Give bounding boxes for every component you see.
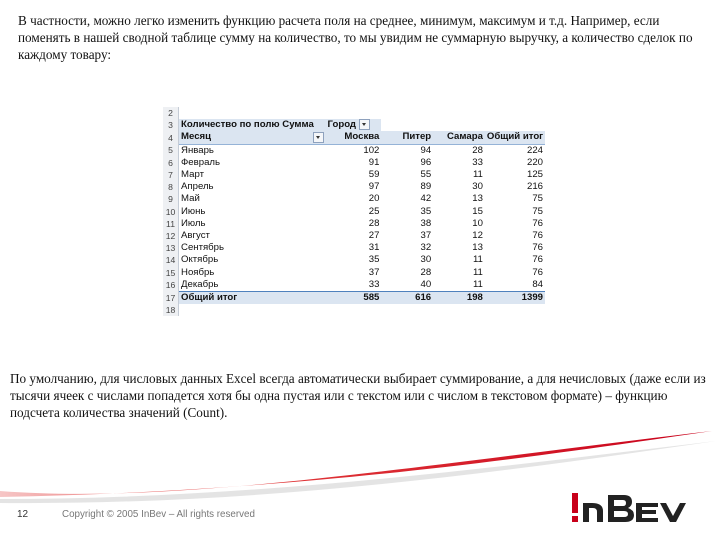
- sheet-row: [163, 218, 545, 230]
- value-cell: 75: [532, 193, 543, 205]
- sheet-row: [163, 279, 545, 292]
- pivot-value-field-label: Количество по полю Сумма: [179, 119, 326, 131]
- copyright-text: Copyright © 2005 InBev – All rights reserved: [62, 509, 255, 520]
- value-cell: 12: [472, 229, 483, 241]
- grand-total-cell: 616: [381, 291, 433, 304]
- column-header: Питер: [381, 131, 433, 144]
- value-cell: 76: [532, 254, 543, 266]
- value-cell: 94: [420, 144, 432, 156]
- empty-cell: [179, 304, 326, 316]
- value-cell: 28: [472, 144, 483, 156]
- empty-cell: [326, 304, 382, 316]
- value-cell: 13: [472, 193, 483, 205]
- row-number: 3: [163, 119, 179, 131]
- empty-cell: [433, 107, 485, 119]
- value-cell: 76: [532, 217, 543, 229]
- value-cell: 38: [420, 217, 432, 229]
- row-number: 11: [163, 218, 179, 230]
- row-number: 10: [163, 206, 179, 218]
- sheet-row: [163, 131, 545, 144]
- sheet-row: [163, 304, 545, 316]
- row-number: 12: [163, 230, 179, 242]
- empty-cell: [381, 304, 433, 316]
- value-cell: 89: [420, 181, 432, 193]
- value-cell: 11: [472, 254, 483, 266]
- intro-paragraph: В частности, можно легко изменить функцию расчета поля на среднее, минимум, максимум и т.д. Например, если поменять в нашей сводной таблице сумму на количество, то мы увидим не суммарную выручку, а количество сделок по каждому товару:: [18, 13, 693, 62]
- month-cell: Июль: [181, 217, 206, 229]
- value-cell: 10: [472, 217, 483, 229]
- month-cell: Январь: [181, 144, 214, 156]
- value-cell: 35: [368, 254, 380, 266]
- value-cell: 28: [368, 217, 380, 229]
- value-cell: 96: [420, 156, 432, 168]
- sheet-row: [163, 144, 545, 157]
- row-number: 7: [163, 169, 179, 181]
- row-number: 16: [163, 279, 179, 292]
- value-cell: 28: [420, 266, 432, 278]
- column-header: Москва: [326, 131, 382, 144]
- grand-total-cell: 198: [433, 291, 485, 304]
- empty-cell: [381, 107, 433, 119]
- month-cell: Ноябрь: [181, 266, 215, 278]
- month-cell: Апрель: [181, 181, 214, 193]
- row-number: 8: [163, 181, 179, 193]
- value-cell: 20: [368, 193, 380, 205]
- month-cell: Декабрь: [181, 278, 219, 290]
- pivot-table: [163, 107, 545, 316]
- value-cell: 42: [420, 193, 432, 205]
- sheet-row: [163, 181, 545, 193]
- row-number: 5: [163, 144, 179, 157]
- value-cell: 97: [368, 181, 380, 193]
- sheet-row: [163, 206, 545, 218]
- value-cell: 33: [472, 156, 483, 168]
- value-cell: 220: [526, 156, 543, 168]
- empty-cell: [326, 107, 382, 119]
- row-filter-dropdown-icon[interactable]: [313, 132, 324, 143]
- value-cell: 59: [368, 169, 380, 181]
- row-field-header[interactable]: [179, 131, 326, 144]
- month-cell: Май: [181, 193, 200, 205]
- empty-cell: [179, 107, 326, 119]
- value-cell: 75: [532, 205, 543, 217]
- pivot-table-screenshot: [163, 107, 545, 327]
- sheet-row: [163, 193, 545, 205]
- month-cell: Март: [181, 169, 204, 181]
- empty-cell: [381, 119, 433, 131]
- value-cell: 91: [368, 156, 380, 168]
- empty-cell: [433, 304, 485, 316]
- value-cell: 76: [532, 229, 543, 241]
- column-header: Общий итог: [486, 131, 544, 143]
- value-cell: 216: [526, 181, 543, 193]
- value-cell: 11: [472, 169, 483, 181]
- empty-cell: [485, 304, 545, 316]
- value-cell: 84: [532, 278, 543, 290]
- inbev-logo: [570, 491, 692, 525]
- month-cell: Август: [181, 229, 210, 241]
- value-cell: 35: [420, 205, 432, 217]
- value-cell: 224: [526, 144, 543, 156]
- sheet-row: [163, 291, 545, 304]
- value-cell: 37: [368, 266, 380, 278]
- row-number: 14: [163, 254, 179, 266]
- row-number: 6: [163, 157, 179, 169]
- value-cell: 55: [420, 169, 432, 181]
- month-cell: Июнь: [181, 205, 206, 217]
- value-cell: 30: [472, 181, 483, 193]
- value-cell: 33: [368, 278, 380, 290]
- sheet-row: [163, 107, 545, 119]
- default-aggregation-paragraph: По умолчанию, для числовых данных Excel всегда автоматически выбирает суммирование, а для нечисловых (даже если из тысячи ячеек с числами попадется хотя бы одна пустая или с текстом или с числом в текстовом формате) – функцию подсчета количества значений (Count).: [10, 371, 706, 420]
- value-cell: 11: [472, 266, 483, 278]
- value-cell: 31: [368, 242, 380, 254]
- empty-cell: [485, 119, 545, 131]
- column-field-label: Город: [327, 119, 357, 131]
- grand-total-cell: 1399: [485, 291, 545, 304]
- value-cell: 13: [472, 242, 483, 254]
- value-cell: 37: [420, 229, 432, 241]
- value-cell: 15: [472, 205, 483, 217]
- column-header: Самара: [433, 131, 485, 144]
- row-number: 4: [163, 131, 179, 144]
- value-cell: 30: [420, 254, 432, 266]
- row-number: 18: [163, 304, 179, 316]
- value-cell: 102: [363, 144, 380, 156]
- value-cell: 32: [420, 242, 432, 254]
- sheet-row: [163, 266, 545, 278]
- grand-total-label: Общий итог: [179, 291, 326, 304]
- sheet-row: [163, 157, 545, 169]
- value-cell: 40: [420, 278, 432, 290]
- sheet-row: [163, 169, 545, 181]
- page-number: 12: [17, 509, 29, 520]
- empty-cell: [433, 119, 485, 131]
- sheet-row: [163, 254, 545, 266]
- empty-cell: [485, 107, 545, 119]
- sheet-row: [163, 230, 545, 242]
- row-number: 15: [163, 266, 179, 278]
- sheet-row: [163, 242, 545, 254]
- month-cell: Октябрь: [181, 254, 219, 266]
- value-cell: 25: [368, 205, 380, 217]
- row-number: 17: [163, 291, 179, 304]
- row-number: 2: [163, 107, 179, 119]
- row-number: 9: [163, 193, 179, 205]
- column-filter-dropdown-icon[interactable]: [359, 119, 370, 130]
- column-field-header[interactable]: [326, 119, 382, 131]
- value-cell: 27: [368, 229, 380, 241]
- value-cell: 76: [532, 266, 543, 278]
- value-cell: 76: [532, 242, 543, 254]
- row-number: 13: [163, 242, 179, 254]
- sheet-row: [163, 119, 545, 131]
- value-cell: 125: [526, 169, 543, 181]
- row-field-label: Месяц: [181, 131, 212, 143]
- month-cell: Февраль: [181, 156, 221, 168]
- month-cell: Сентябрь: [181, 242, 224, 254]
- grand-total-cell: 585: [326, 291, 382, 304]
- value-cell: 11: [472, 278, 483, 290]
